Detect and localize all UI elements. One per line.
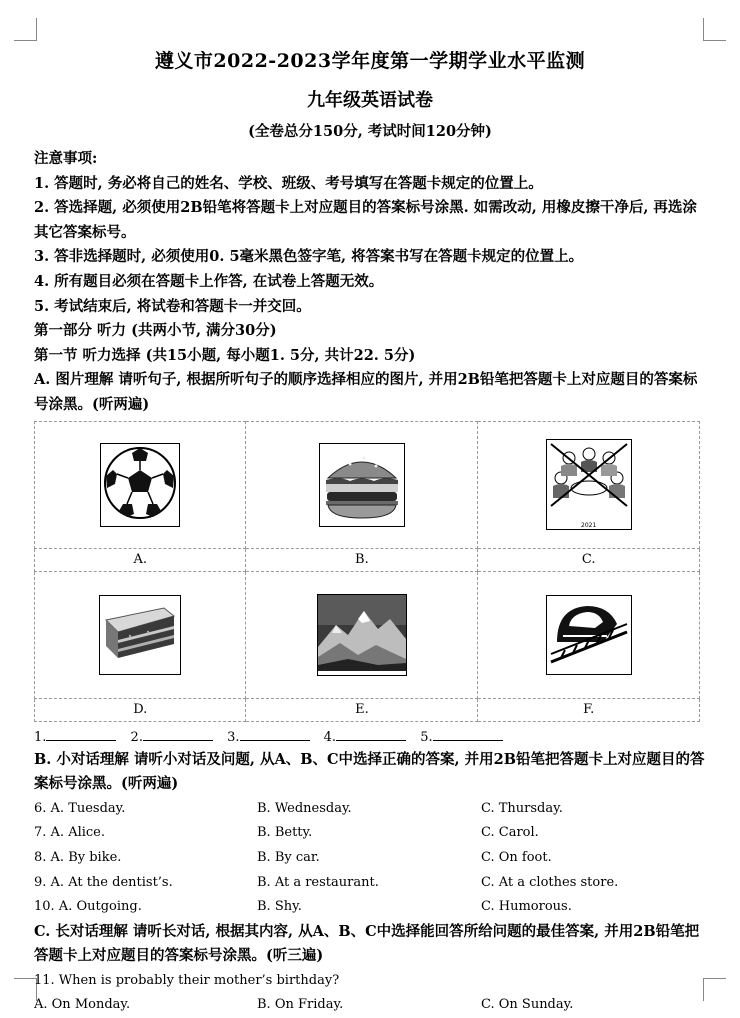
notes-heading: 注意事项:	[34, 150, 98, 167]
blank-number: 2.	[130, 729, 143, 745]
hamburger-icon	[319, 443, 405, 527]
option-c: C. Humorous.	[481, 899, 572, 915]
option-c: C. Thursday.	[481, 800, 563, 816]
part1-heading: 第一部分 听力 (共两小节, 满分30分)	[34, 322, 277, 340]
question-row	[34, 846, 706, 871]
answer-blank[interactable]	[336, 726, 406, 741]
picture-label: C.	[478, 548, 700, 571]
option-b: B. At a restaurant.	[257, 874, 379, 890]
crop-mark-top-right	[703, 18, 726, 41]
section-b-questions	[34, 797, 706, 920]
answer-blank[interactable]	[240, 726, 310, 741]
note-item: 4. 所有题目必须在答题卡上作答, 在试卷上答题无效。	[34, 272, 384, 290]
section-c-instruction: C. 长对话理解 请听长对话, 根据其内容, 从A、B、C中选择能回答所给问题的最佳答案, 并用2B铅笔把答题卡上对应题目的答案标号涂黑。(听三遍)	[34, 922, 700, 965]
picture-table	[34, 421, 700, 722]
answer-blank[interactable]	[46, 726, 116, 741]
section1-heading: 第一节 听力选择 (共15小题, 每小题1. 5分, 共计22. 5分)	[34, 346, 416, 364]
crop-mark-top-left	[14, 18, 37, 41]
question-row	[34, 797, 706, 822]
option-c: C. On Sunday.	[481, 997, 574, 1013]
option-a: 6. A. Tuesday.	[34, 800, 126, 816]
option-a: 9. A. At the dentist’s.	[34, 874, 173, 890]
picture-cell	[35, 571, 246, 698]
answer-blanks	[34, 726, 706, 748]
crop-mark-bottom-right	[703, 978, 726, 1001]
note-item: 1. 答题时, 务必将自己的姓名、学校、班级、考号填写在答题卡规定的位置上。	[34, 174, 543, 192]
crossed-out-group-people-icon	[546, 439, 632, 530]
note-item: 2. 答选择题, 必须使用2B铅笔将答题卡上对应题目的答案标号涂黑. 如需改动, 用橡皮擦干净后, 再选涂其它答案标号。	[34, 199, 697, 241]
option-b: B. Shy.	[257, 899, 302, 915]
option-c: C. Carol.	[481, 825, 539, 841]
picture-label: B.	[246, 548, 478, 571]
blank-number: 5.	[420, 729, 433, 745]
question-row	[34, 895, 706, 920]
picture-label: E.	[246, 698, 478, 721]
question-row	[34, 871, 706, 896]
question-11: 11. When is probably their mother’s birthday?	[34, 972, 340, 988]
answer-blank[interactable]	[433, 726, 503, 741]
picture-cell	[246, 571, 478, 698]
high-speed-train-icon	[546, 595, 632, 675]
picture-label: D.	[35, 698, 246, 721]
picture-label: F.	[478, 698, 700, 721]
picture-cell	[35, 421, 246, 548]
blank-number: 4.	[323, 729, 337, 745]
blank-number: 1.	[34, 729, 47, 745]
note-item: 5. 考试结束后, 将试卷和答题卡一并交回。	[34, 297, 311, 315]
exam-page	[34, 44, 706, 1018]
picture-cell	[246, 421, 478, 548]
question-row	[34, 821, 706, 846]
soccer-ball-icon	[100, 443, 180, 527]
picture-caption: 2021	[581, 521, 597, 529]
option-c: C. At a clothes store.	[481, 874, 619, 890]
picture-cell	[478, 571, 700, 698]
option-b: B. On Friday.	[257, 997, 344, 1013]
notes-section	[34, 147, 706, 319]
note-item: 3. 答非选择题时, 必须使用0. 5毫米黑色签字笔, 将答案书写在答题卡规定的位置上。	[34, 248, 584, 266]
option-a: 7. A. Alice.	[34, 825, 105, 841]
exam-title: 遵义市2022-2023学年度第一学期学业水平监测	[154, 50, 586, 72]
option-b: B. Wednesday.	[257, 800, 352, 816]
option-c: C. On foot.	[481, 849, 552, 865]
section-a-instruction: A. 图片理解 请听句子, 根据所听句子的顺序选择相应的图片, 并用2B铅笔把答题卡上对应题目的答案标号涂黑。(听两遍)	[34, 371, 698, 413]
answer-blank[interactable]	[143, 726, 213, 741]
exam-info: (全卷总分150分, 考试时间120分钟)	[248, 123, 492, 140]
picture-label: A.	[35, 548, 246, 571]
exam-subtitle: 九年级英语试卷	[307, 90, 433, 111]
blank-number: 3.	[227, 729, 240, 745]
question-row	[34, 993, 706, 1018]
option-a: 8. A. By bike.	[34, 849, 122, 865]
mountains-icon	[317, 594, 407, 676]
option-b: B. Betty.	[257, 825, 313, 841]
option-b: B. By car.	[257, 849, 320, 865]
section-b-instruction: B. 小对话理解 请听小对话及问题, 从A、B、C中选择正确的答案, 并用2B铅笔把答题卡上对应题目的答案标号涂黑。(听两遍)	[34, 750, 705, 793]
picture-cell	[478, 421, 700, 548]
option-a: 10. A. Outgoing.	[34, 899, 142, 915]
option-a: A. On Monday.	[34, 997, 131, 1013]
cake-slice-icon	[99, 595, 181, 675]
